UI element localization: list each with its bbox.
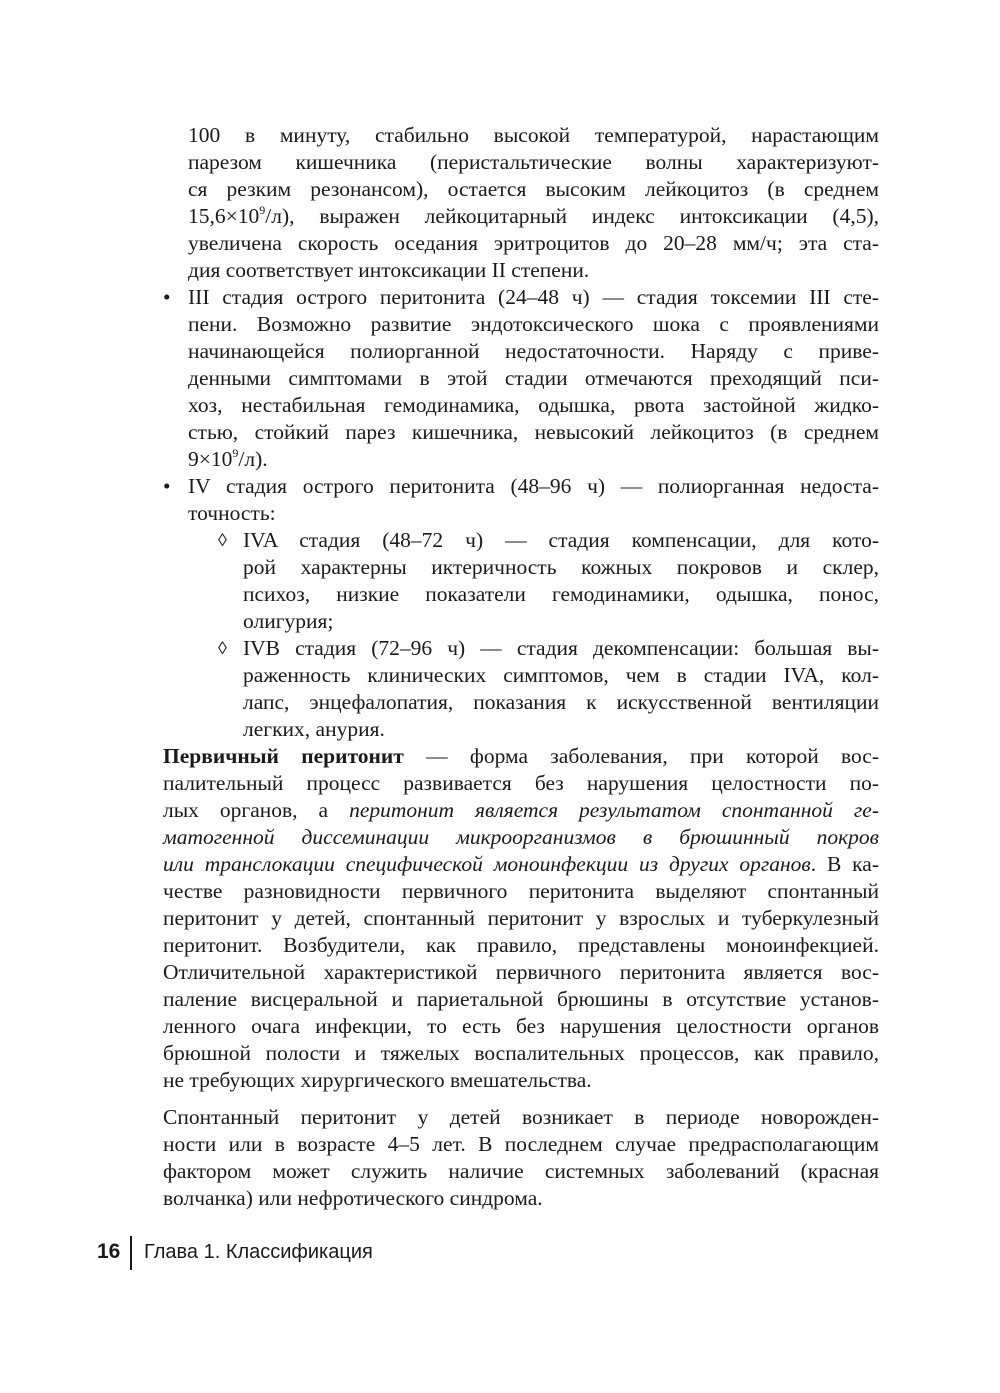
text-line: раженность клинических симптомов, чем в стадии IVA, кол-: [243, 663, 879, 687]
main-text: [163, 122, 879, 1212]
list-item-stage-iii: [163, 284, 879, 473]
text-line: легких, анурия.: [243, 717, 385, 741]
text-line: [163, 743, 879, 770]
text-line: Спонтанный перитонит у детей возникает в периоде новорожден-: [163, 1105, 879, 1129]
page-number: 16: [97, 1240, 121, 1263]
footer-divider: [130, 1236, 132, 1270]
text-fragment: /л), выражен лейкоцитарный индекс интоксикации (4,5),: [265, 204, 879, 228]
sub-item-stage-iva: [163, 527, 879, 635]
text-line: ности или в возрасте 4–5 лет. В последнем случае предрасполагающим: [163, 1132, 879, 1156]
text-fragment: — форма заболевания, при которой вос-: [403, 744, 879, 768]
text-line: психоз, низкие показатели гемодинамики, одышка, понос,: [243, 582, 879, 606]
text-line: дия соответствует интоксикации II степени.: [188, 258, 590, 282]
text-fragment: лых органов, а: [163, 798, 350, 822]
text-line: паление висцеральной и париетальной брюшины в отсутствие установ-: [163, 987, 879, 1011]
text-line: денными симптомами в этой стадии отмечаются преходящий пси-: [188, 366, 879, 390]
bullet-icon: •: [163, 474, 171, 498]
diamond-bullet-icon: ◊: [218, 638, 227, 658]
text-line: [188, 446, 879, 473]
text-line: лапс, энцефалопатия, показания к искусственной вентиляции: [243, 690, 879, 714]
text-line: [163, 824, 879, 851]
text-line: 100 в минуту, стабильно высокой температурой, нарастающим: [188, 123, 879, 147]
text-line: [163, 851, 879, 878]
text-line: олигурия;: [243, 609, 334, 633]
text-line: перитонит. Возбудители, как правило, представлены моноинфекцией.: [163, 933, 879, 957]
text-line: волчанка) или нефротического синдрома.: [163, 1186, 543, 1210]
text-line: IV стадия острого перитонита (48–96 ч) — полиорганная недоста-: [188, 474, 879, 498]
text-line: стью, стойкий парез кишечника, невысокий лейкоцитоз (в среднем: [188, 420, 879, 444]
text-line: палительный процесс развивается без нарушения целостности по-: [163, 771, 879, 795]
text-line: хоз, нестабильная гемодинамика, одышка, рвота застойной жидко-: [188, 393, 879, 417]
text-line: ся резким резонансом), остается высоким лейкоцитоз (в среднем: [188, 177, 879, 201]
text-line: начинающейся полиорганной недостаточности. Наряду с приве-: [188, 339, 879, 363]
text-line: Отличительной характеристикой первичного перитонита является вос-: [163, 960, 879, 984]
text-line: IVA стадия (48–72 ч) — стадия компенсации, для кото-: [243, 528, 879, 552]
text-fragment: 15,6×10: [188, 204, 260, 228]
term-bold: Первичный перитонит: [163, 744, 404, 768]
bullet-icon: •: [163, 285, 171, 309]
text-line: [163, 797, 879, 824]
text-line: пени. Возможно развитие эндотоксического шока с проявлениями: [188, 312, 879, 336]
chapter-title: Глава 1. Классификация: [144, 1241, 373, 1263]
text-line: III стадия острого перитонита (24–48 ч) — стадия токсемии III сте-: [188, 285, 879, 309]
sub-item-stage-ivb: [163, 635, 879, 743]
diamond-bullet-icon: ◊: [218, 530, 227, 550]
text-line: честве разновидности первичного перитонита выделяют спонтанный: [163, 879, 879, 903]
text-line: перитонит у детей, спонтанный перитонит у взрослых и туберкулезный: [163, 906, 879, 930]
italic-fragment: матогенной диссеминации микроорганизмов в брюшинный покров: [163, 825, 879, 849]
text-line: точность:: [188, 501, 276, 525]
spontaneous-peritonitis-paragraph: [163, 1104, 879, 1212]
list-item-stage-iv: [163, 473, 879, 527]
superscript: 9: [232, 446, 239, 460]
continuation-paragraph: [163, 122, 879, 284]
text-line: увеличена скорость оседания эритроцитов до 20–28 мм/ч; эта ста-: [188, 231, 879, 255]
italic-fragment: перитонит является результатом спонтанной ге-: [349, 798, 879, 822]
text-line: парезом кишечника (перистальтические волны характеризуют-: [188, 150, 879, 174]
text-line: [188, 203, 879, 230]
italic-fragment: или транслокации специфической моноинфекции из других органов: [163, 852, 811, 876]
text-line: рой характерны иктеричность кожных покровов и склер,: [243, 555, 879, 579]
primary-peritonitis-paragraph: [163, 743, 879, 1094]
superscript: 9: [259, 203, 266, 217]
text-fragment: . В ка-: [810, 852, 879, 876]
text-line: брюшной полости и тяжелых воспалительных процессов, как правило,: [163, 1041, 879, 1065]
text-line: не требующих хирургического вмешательства.: [163, 1068, 592, 1092]
text-line: ленного очага инфекции, то есть без нарушения целостности органов: [163, 1014, 879, 1038]
text-fragment: 9×10: [188, 447, 233, 471]
text-fragment: /л).: [238, 447, 268, 471]
text-line: IVB стадия (72–96 ч) — стадия декомпенсации: большая вы-: [243, 636, 879, 660]
text-line: фактором может служить наличие системных заболеваний (красная: [163, 1159, 879, 1183]
